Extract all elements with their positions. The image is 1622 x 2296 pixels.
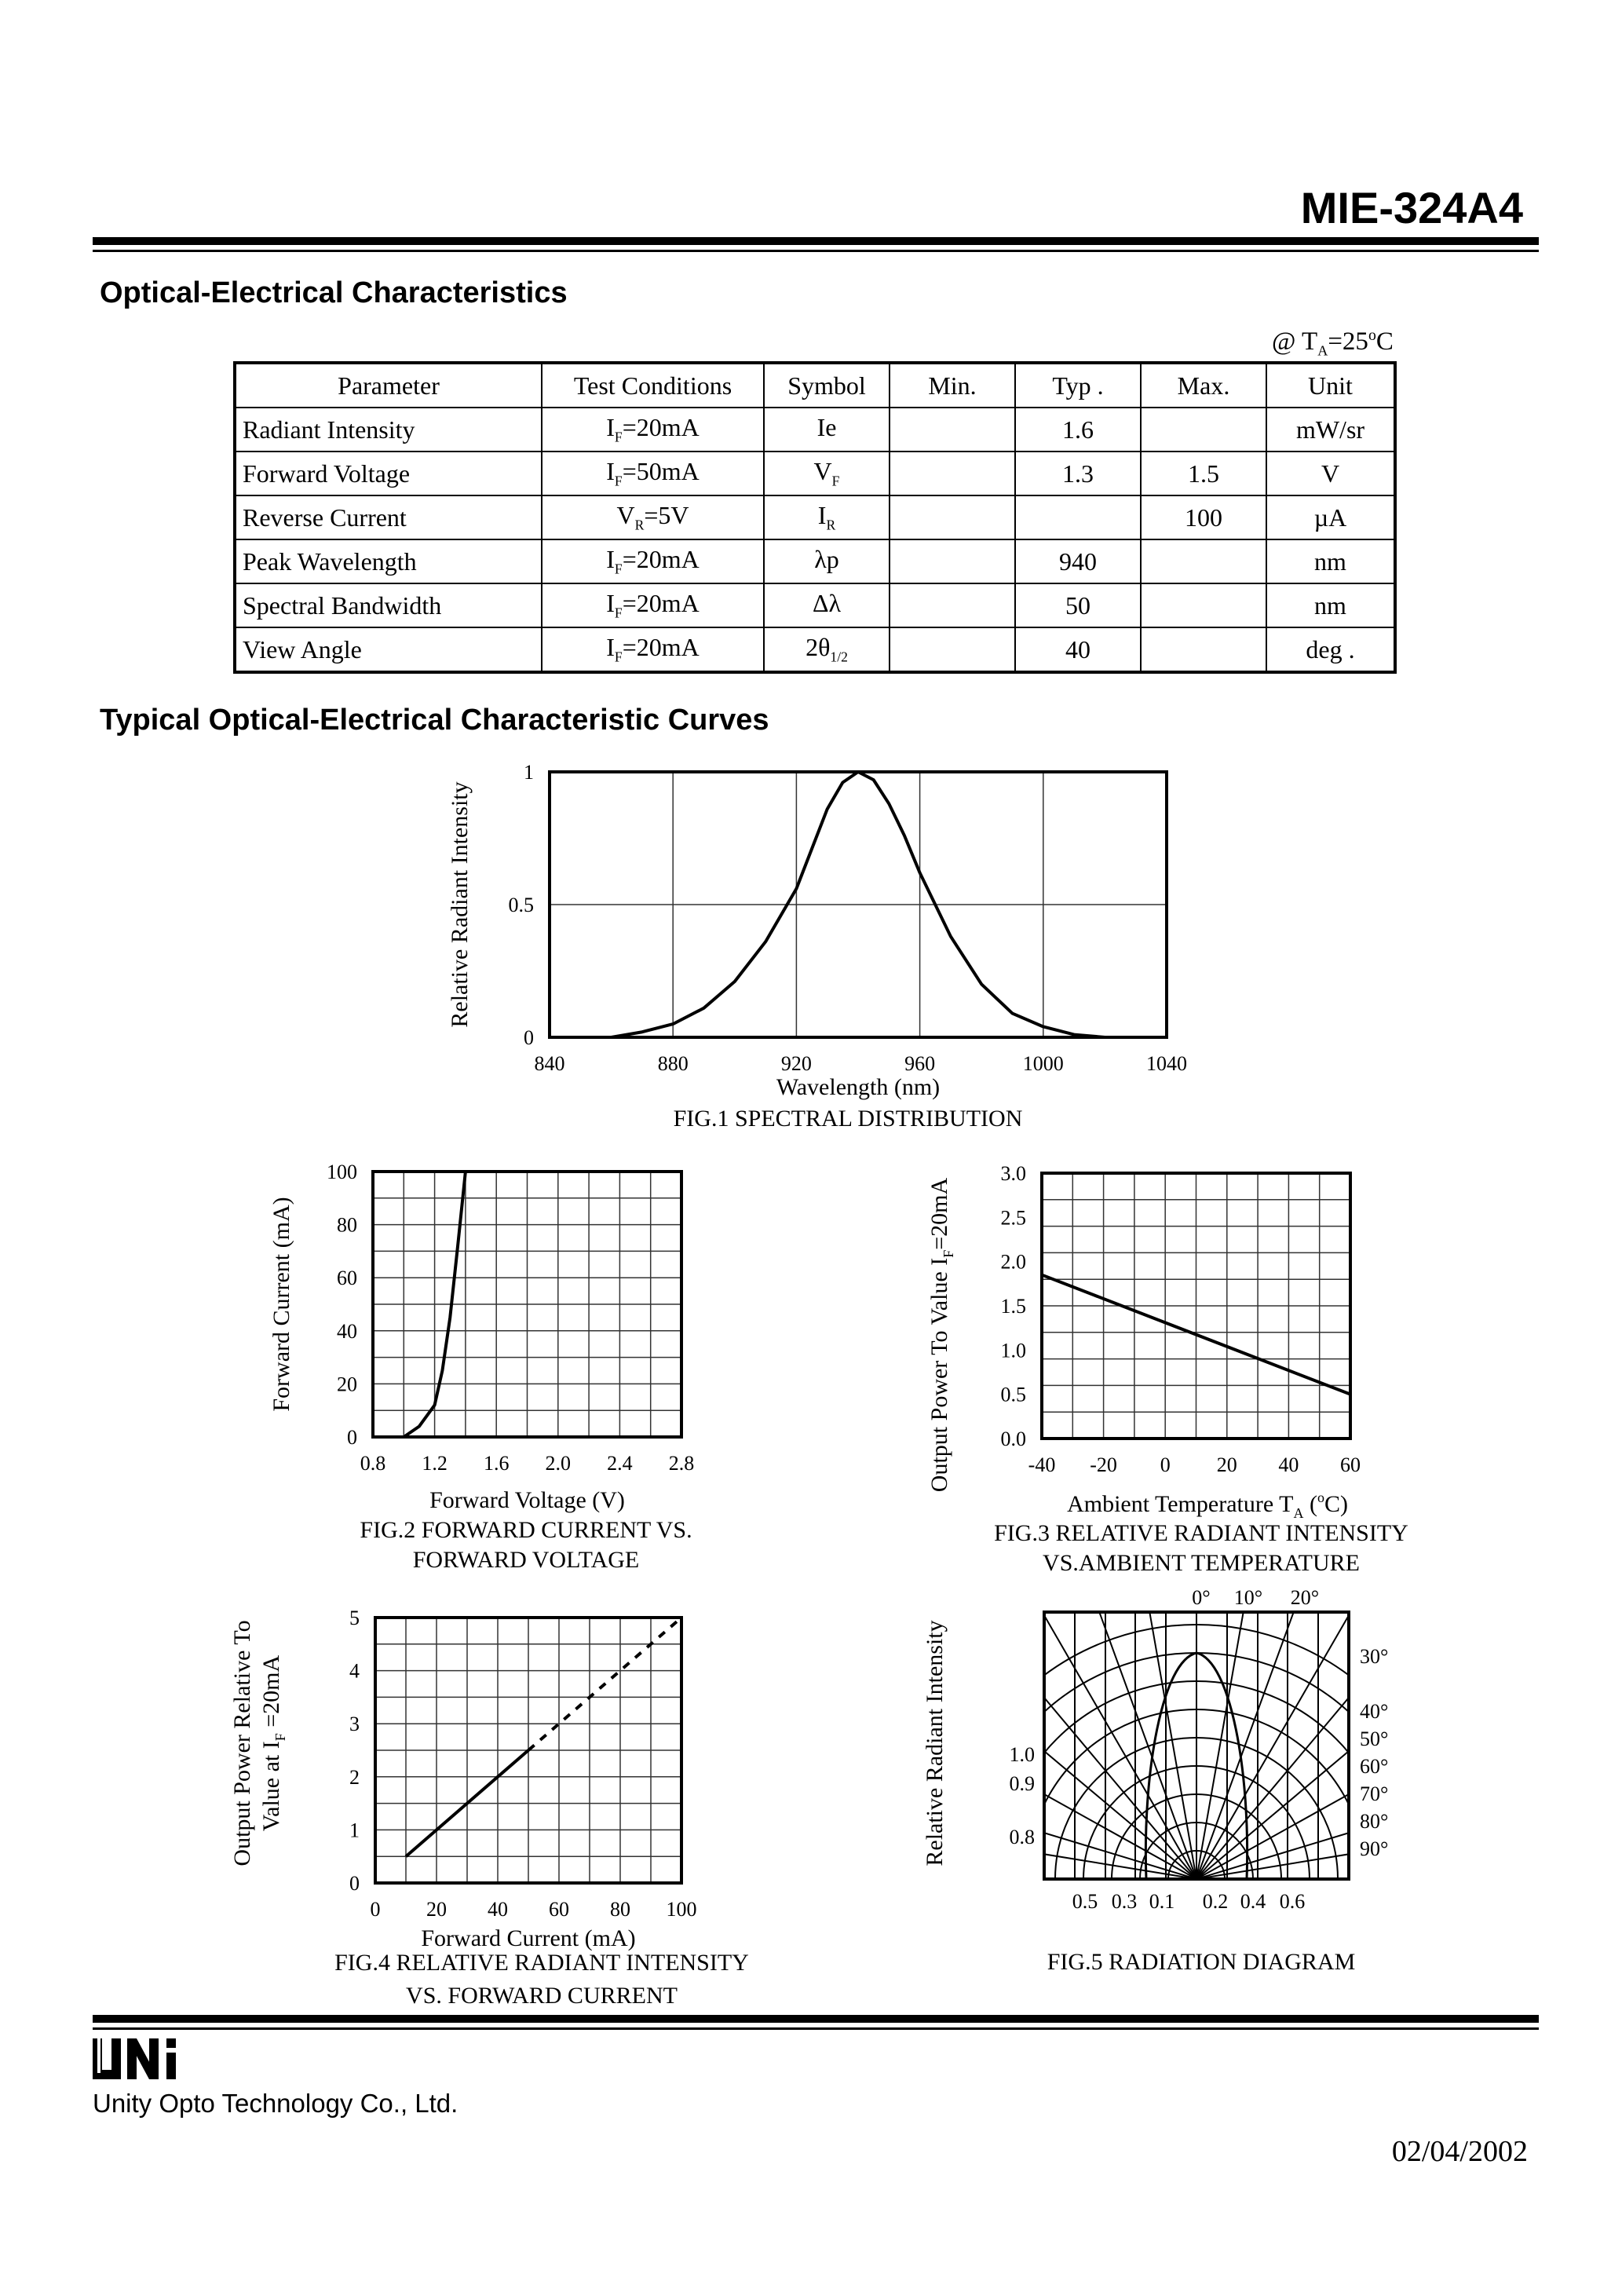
angle-label: 90°	[1360, 1837, 1389, 1860]
cell-condition: $I_F=20mA$	[542, 408, 764, 452]
y-axis-label: Forward Current (mA)	[269, 1197, 294, 1412]
cell-symbol: Ie	[764, 408, 890, 452]
fig4-caption-line1: FIG.4 RELATIVE RADIANT INTENSITY	[334, 1950, 749, 1976]
fig3-ylabel: Output Power To Value $I_F=20mA$	[926, 1177, 956, 1493]
cell-condition: $I_F=50mA$	[542, 452, 764, 495]
cell-symbol: Δλ	[764, 583, 890, 627]
header-unit: Unit	[1266, 363, 1395, 408]
x-tick-label: 0.8	[360, 1452, 386, 1475]
x-tick-label: 80	[610, 1898, 630, 1921]
x-tick-label: 40	[1278, 1453, 1299, 1476]
y-tick-label: 0.0	[1000, 1428, 1026, 1450]
cell-typ: 40	[1015, 627, 1141, 672]
fig4-ylabel-line1: Output Power Relative To	[229, 1620, 255, 1866]
curves-section-title: Typical Optical-Electrical Characteristic Curves	[100, 704, 769, 737]
x-tick-label: 1.2	[422, 1452, 448, 1475]
document-date: 02/04/2002	[1391, 2135, 1528, 2168]
cell-unit: µA	[1266, 495, 1395, 539]
y-tick-label: 2.0	[1000, 1250, 1026, 1274]
x-tick-label: -20	[1090, 1453, 1117, 1476]
y-tick-label: 80	[337, 1213, 357, 1237]
header-parameter: Parameter	[235, 363, 542, 408]
data-line-extrapolated	[528, 1618, 681, 1750]
x-tick-label: 20	[426, 1898, 447, 1921]
angle-label: 20°	[1290, 1586, 1320, 1609]
x-axis-label: Forward Current (mA)	[421, 1925, 636, 1951]
x-tick-label: 2.4	[607, 1452, 633, 1475]
fig1-caption: FIG.1 SPECTRAL DISTRIBUTION	[673, 1106, 1023, 1132]
cell-parameter: Peak Wavelength	[235, 539, 542, 583]
uni-logo	[93, 2038, 195, 2081]
x-tick-label: 2.8	[668, 1452, 695, 1475]
cell-symbol: $V_F$	[764, 452, 890, 495]
intensity-label: 0.2	[1202, 1890, 1229, 1913]
x-tick-label: 100	[666, 1898, 697, 1921]
forward-current-voltage-chart	[269, 1161, 694, 1513]
intensity-label: 0.6	[1279, 1890, 1306, 1913]
x-tick-label: 0	[370, 1898, 381, 1921]
cell-symbol: $2\theta_{1/2}$	[764, 627, 890, 672]
y-tick-label: 0.5	[508, 894, 534, 916]
fig2-caption-line2: FORWARD VOLTAGE	[412, 1547, 640, 1573]
y-tick-label: 4	[349, 1659, 360, 1683]
header-max: Max.	[1141, 363, 1266, 408]
cell-condition: $V_R=5V$	[542, 495, 764, 539]
y-tick-label: 0	[524, 1026, 534, 1049]
x-tick-label: 1040	[1146, 1052, 1187, 1075]
cell-unit: nm	[1266, 583, 1395, 627]
fig3-caption-line1: FIG.3 RELATIVE RADIANT INTENSITY	[994, 1520, 1408, 1546]
cell-parameter: Reverse Current	[235, 495, 542, 539]
company-name: Unity Opto Technology Co., Ltd.	[93, 2089, 458, 2118]
fig5-caption: FIG.5 RADIATION DIAGRAM	[1047, 1949, 1356, 1975]
cell-unit: deg .	[1266, 627, 1395, 672]
x-tick-label: 60	[1340, 1453, 1361, 1476]
cell-parameter: Forward Voltage	[235, 452, 542, 495]
cell-unit: nm	[1266, 539, 1395, 583]
fig2-caption-line1: FIG.2 FORWARD CURRENT VS.	[360, 1517, 692, 1543]
intensity-current-chart	[349, 1607, 697, 1951]
x-tick-label: 0	[1160, 1453, 1171, 1476]
y-tick-label: 100	[327, 1161, 357, 1183]
x-tick-label: 1000	[1022, 1052, 1064, 1075]
cell-parameter: Radiant Intensity	[235, 408, 542, 452]
test-condition-note: @ $T_A=25^oC$	[1272, 327, 1394, 359]
x-tick-label: 1.6	[483, 1452, 510, 1475]
angle-label: 50°	[1360, 1727, 1389, 1750]
cell-unit: mW/sr	[1266, 408, 1395, 452]
cell-typ: 1.3	[1015, 452, 1141, 495]
intensity-label: 1.0	[1009, 1743, 1035, 1766]
fig3-xlabel: Ambient Temperature $T_A$ ($^o$C)	[1067, 1490, 1348, 1521]
y-tick-label: 0.5	[1000, 1383, 1026, 1406]
x-tick-label: -40	[1028, 1453, 1056, 1476]
intensity-label: 0.8	[1009, 1826, 1035, 1848]
y-tick-label: 2.5	[1000, 1206, 1026, 1230]
x-tick-label: 2.0	[545, 1452, 572, 1475]
cell-parameter: View Angle	[235, 627, 542, 672]
table-section-title: Optical-Electrical Characteristics	[100, 276, 568, 309]
cell-condition: $I_F=20mA$	[542, 627, 764, 672]
cell-max: 100	[1141, 495, 1266, 539]
y-tick-label: 40	[337, 1319, 357, 1343]
x-tick-label: 840	[534, 1052, 565, 1075]
footer-rule-thin	[93, 2027, 1539, 2030]
cell-unit: V	[1266, 452, 1395, 495]
y-tick-label: 0	[349, 1872, 360, 1895]
x-axis-label: Wavelength (nm)	[776, 1074, 941, 1100]
cell-condition: $I_F=20mA$	[542, 583, 764, 627]
header-symbol: Symbol	[764, 363, 890, 408]
footer-rule-thick	[93, 2015, 1539, 2023]
y-tick-label: 1.0	[1000, 1339, 1026, 1362]
spectral-distribution-chart	[447, 761, 1187, 1100]
fig3-caption-line2: VS.AMBIENT TEMPERATURE	[1043, 1550, 1360, 1576]
cell-symbol: λp	[764, 539, 890, 583]
y-tick-label: 60	[337, 1267, 357, 1290]
intensity-label: 0.4	[1240, 1890, 1266, 1913]
y-tick-label: 1	[349, 1819, 360, 1842]
intensity-temperature-chart	[1001, 1162, 1361, 1476]
angle-label: 80°	[1360, 1810, 1389, 1833]
cell-parameter: Spectral Bandwidth	[235, 583, 542, 627]
angle-label: 40°	[1360, 1700, 1389, 1723]
header-typ: Typ .	[1015, 363, 1141, 408]
cell-typ: 50	[1015, 583, 1141, 627]
angle-label: 30°	[1360, 1645, 1389, 1668]
x-tick-label: 60	[549, 1898, 569, 1921]
x-tick-label: 880	[657, 1052, 689, 1075]
angle-label: 10°	[1233, 1586, 1263, 1609]
y-tick-label: 20	[337, 1373, 357, 1396]
cell-typ: 940	[1015, 539, 1141, 583]
model-number: MIE-324A4	[1300, 183, 1523, 232]
y-axis-label: Relative Radiant Intensity	[447, 781, 473, 1028]
y-tick-label: 1.5	[1000, 1295, 1026, 1318]
x-axis-label: Forward Voltage (V)	[429, 1487, 625, 1513]
angle-label: 0°	[1192, 1586, 1211, 1609]
intensity-label: 0.9	[1009, 1772, 1035, 1795]
y-tick-label: 0	[347, 1426, 357, 1449]
x-tick-label: 920	[780, 1052, 812, 1075]
x-tick-label: 40	[488, 1898, 508, 1921]
y-tick-label: 3	[349, 1713, 360, 1736]
cell-condition: $I_F=20mA$	[542, 539, 764, 583]
fig5-ylabel: Relative Radiant Intensity	[922, 1620, 948, 1866]
angle-label: 70°	[1360, 1782, 1389, 1805]
cell-max: 1.5	[1141, 452, 1266, 495]
y-tick-label: 1	[524, 761, 534, 784]
intensity-label: 0.5	[1072, 1890, 1098, 1913]
fig4-caption-line2: VS. FORWARD CURRENT	[406, 1983, 678, 2009]
intensity-label: 0.1	[1149, 1890, 1175, 1913]
y-tick-label: 5	[349, 1607, 360, 1629]
x-tick-label: 20	[1216, 1453, 1237, 1476]
y-tick-label: 3.0	[1000, 1162, 1026, 1185]
x-tick-label: 960	[904, 1052, 936, 1075]
intensity-label: 0.3	[1111, 1890, 1138, 1913]
y-tick-label: 2	[349, 1765, 360, 1789]
header-test-conditions: Test Conditions	[542, 363, 764, 408]
angle-label: 60°	[1360, 1755, 1389, 1778]
fig4-ylabel-line2: Value at $I_F =20mA$	[258, 1654, 288, 1832]
cell-symbol: $I_R$	[764, 495, 890, 539]
cell-typ: 1.6	[1015, 408, 1141, 452]
header-min: Min.	[890, 363, 1015, 408]
